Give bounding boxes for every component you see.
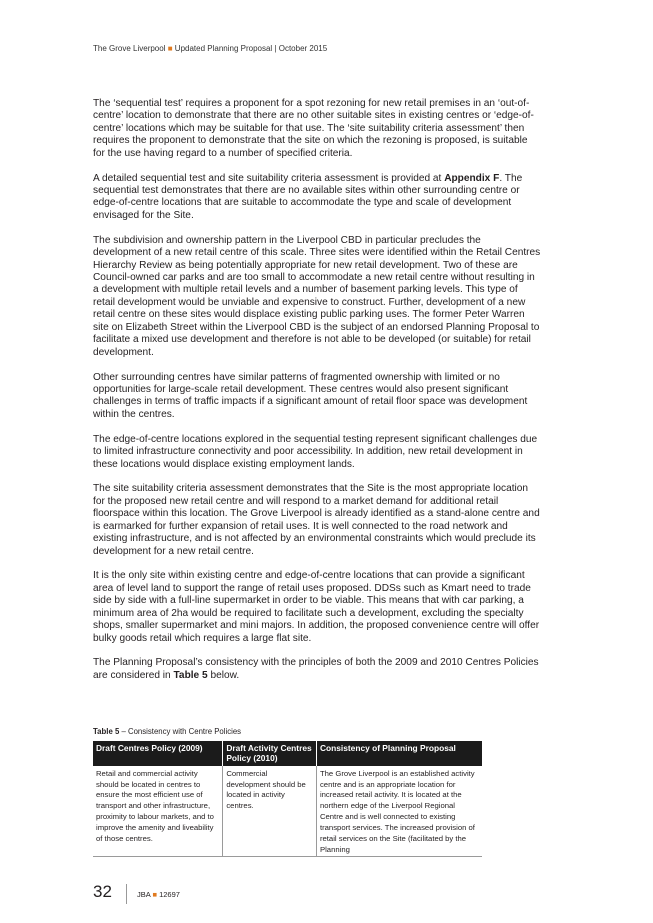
paragraph-6: The site suitability criteria assessment demonstrates that the Site is the most appropriate location for the proposed new retail centre and will respond to a market demand for additional retail floorspace within this location. The Grove Liverpool is already identified as a stand-alone centre and is earmarked for further expansion of retail uses. It is well connected to the road network and existing infrastructure, and is not affected by an environmental constraints which would preclude its development for a new retail centre.: [93, 483, 540, 557]
cell-2009-policy: Retail and commercial activity should be located in centres to ensure the most efficient use of transport and other infrastructure, proximity to labour markets, and to improve the amenity and liveability of those centres.: [93, 766, 223, 857]
table-5-ref: Table 5: [173, 669, 208, 681]
table-row: [93, 766, 482, 857]
column-header-2009: Draft Centres Policy (2009): [93, 741, 223, 766]
body-text: [93, 98, 541, 695]
footer-divider: [126, 884, 127, 904]
paragraph-5: The edge-of-centre locations explored in the sequential testing represent significant challenges due to limited infrastructure connectivity and poor accessibility. In addition, new retail development in these locations would displace existing employment lands.: [93, 433, 538, 470]
column-header-2010: Draft Activity Centres Policy (2010): [223, 741, 317, 766]
header-subtitle: Updated Planning Proposal | October 2015: [174, 44, 328, 53]
document-code-left: JBA: [137, 890, 151, 899]
footer-separator-icon: ■: [152, 890, 157, 899]
paragraph-4: Other surrounding centres have similar patterns of fragmented ownership with limited or no opportunities for large-scale retail development. These centres would also present significant challenges in terms of traffic impacts if a significant amount of retail floor space was development within the centres.: [93, 371, 528, 420]
consistency-table: [93, 741, 482, 857]
paragraph-2: [93, 173, 541, 223]
paragraph-2-text: A detailed sequential test and site suitability criteria assessment is provided at: [93, 172, 445, 184]
cell-2010-policy: Commercial development should be located in activity centres.: [223, 766, 317, 857]
paragraph-8: [93, 657, 541, 682]
table-caption: [93, 727, 241, 736]
appendix-f-ref: Appendix F: [444, 172, 500, 184]
paragraph-7: It is the only site within existing centre and edge-of-centre locations that can provide a significant area of level land to support the range of retail uses proposed. DDSs such as Kmart need to trade side by side with a full-line supermarket in order to be viable. This means that with car parking, a minimum area of 2ha would be required to facilitate such a development, excluding the specialty shops, smaller supermarket and mini majors. In addition, the proposed convenience centre will offer bulky goods retail which requires a large flat site.: [93, 570, 540, 644]
table-caption-text: – Consistency with Centre Policies: [119, 727, 242, 736]
header-separator-icon: ■: [167, 44, 173, 53]
table-caption-label: Table 5: [93, 727, 120, 736]
paragraph-8-text: The Planning Proposal’s consistency with the principles of both the 2009 and 2010 Centres Policies are considered in: [93, 657, 539, 681]
paragraph-1: The ‘sequential test’ requires a proponent for a spot rezoning for new retail premises in an ‘out-of-centre’ location to demonstrate that there are no other suitable sites in existing centres or ‘edge-of-centre’ locations which may be suitable for that use. The ‘site suitability criteria assessment’ then requires the proponent to demonstrate that the site on which the rezoning is proposed, is suitable for the use having regard to a number of specified criteria.: [93, 98, 534, 159]
paragraph-3: The subdivision and ownership pattern in the Liverpool CBD in particular precludes the development of a new retail centre of this scale. Three sites were identified within the Retail Centres Hierarchy Review as being potentially appropriate for new retail development. Two of these are Council-owned car parks and are too small to accommodate a new retail centre without resulting in a development with multiple retail levels and a number of basement parking levels. This type of retail development would be unviable and expensive to construct. Further, development of a new retail centre on these sites would displace existing public parking uses. The former Peter Warren site on Elizabeth Street within the Liverpool CBD is the subject of an endorsed Planning Proposal to facilitate a mixed use development and therefore is not able to be developed (or suitable) for retail development.: [93, 234, 541, 358]
header-title: The Grove Liverpool: [93, 44, 166, 53]
paragraph-2-text-end: . The sequential test demonstrates that there are no available sites within other surrounding centre or edge-of-centre locations that are suitable to accommodate the type and scale of development envisaged for the Site.: [93, 172, 523, 221]
paragraph-8-text-end: below.: [207, 669, 240, 681]
cell-consistency: The Grove Liverpool is an established activity centre and is an appropriate location for increased retail activity. It is located at the northern edge of the Liverpool Regional Centre and is well connected to existing transport services. The increased provision of retail services on the Site (facilitated by the Planning: [316, 766, 482, 857]
running-header: [93, 44, 327, 53]
column-header-consistency: Consistency of Planning Proposal: [316, 741, 482, 766]
document-code: [137, 890, 180, 899]
page-number: 32: [93, 882, 112, 901]
document-code-right: 12697: [159, 890, 180, 899]
table-header-row: [93, 741, 482, 766]
